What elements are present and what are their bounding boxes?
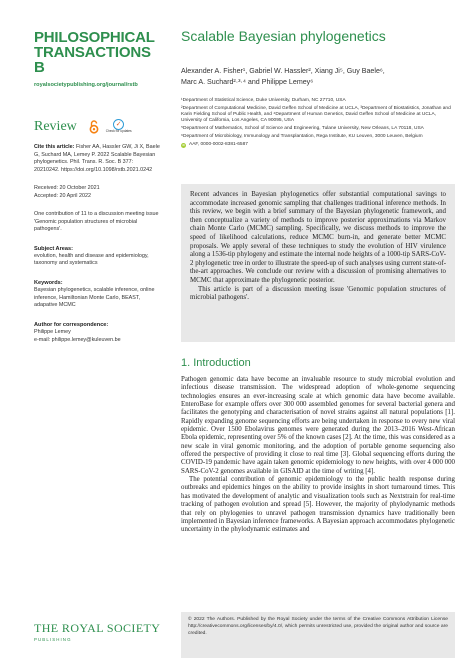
citation [34,144,160,174]
check-updates-icon: ✓ [113,119,124,130]
orcid-row[interactable] [181,142,451,148]
journal-name[interactable] [34,30,160,75]
affiliation-2: ²Department of Computational Medicine, David Geffen School of Medicine at UCLA, ³Department of Biostatistics, Jonathan and Karin Fielding School of Public Health, and ⁴Department of Human Genetics, David Geffen School of Medicine at UCLA, University of California, Los Angeles, CA 90095, USA [181,105,451,124]
issue-note: One contribution of 11 to a discussion meeting issue 'Genomic population structures of microbial pathogens'. [34,211,159,232]
left-sidebar [34,30,160,344]
correspondence-heading: Author for correspondence: [34,321,109,328]
keywords-heading: Keywords: [34,279,63,286]
authors-line1[interactable]: Alexander A. Fisher¹, Gabriel W. Hassler², Xiang Ji⁵, Guy Baele⁶, [181,67,385,75]
body-paragraph-2: The potential contribution of genomic epidemiology to the public health response during outbreaks and epidemics hinges on the ability to provide insights in short turnaround times. This has motivated the development of analytic and visualization tools such as Nextstrain for real-time tracking of pathogen evolution and spread [5]. However, the majority of phylodynamic methods that rely on phylogenies to unravel pathogen transmission dynamics have traditionally been implemented in Bayesian inference frameworks. A Bayesian approach accommodates phylogenetic uncertainty in the phylodynamic estimates and [181,476,455,534]
subject-areas-text: evolution, health and disease and epidemiology, taxonomy and systematics [34,252,149,267]
body-paragraph-1: Pathogen genomic data have become an invaluable resource to study microbial evolution and infectious disease transmission. The widespread adoption of whole-genome sequencing technologies ensures an ever-increasing scale at which genomic data have become available. EnteroBase for example offers over 300 000 assembled genomes for several bacterial genera and facilitates the genotyping and characterisation of novel strains against all natural populations [1]. Rapidly expanding genome sequencing efforts are being undertaken in response to every new viral epidemic. Over 1500 Ebolavirus genomes were generated during the 2013–2016 West-African Ebola epidemic, representing over 5% of the known cases [2]. At the time, this was considered as a new scale in viral genomic monitoring, and the adoption of portable genome sequencing also offered the perspective of providing it close to real time [3]. Global sequencing efforts during the COVID-19 pandemic have again taken genomic epidemiology to new heights, with over 4 000 000 SARS-CoV-2 genomes available in GISAID at the time of writing [4]. [181,376,455,475]
check-updates-label: Check for updates [105,129,132,134]
affiliations [181,98,451,148]
open-access-icon[interactable] [89,120,99,134]
logo-line2: PUBLISHING [34,637,72,642]
section-heading: 1. Introduction [181,357,251,369]
royal-society-logo[interactable] [34,621,164,642]
abstract-box [181,184,455,342]
affiliation-3: ⁵Department of Mathematics, School of Science and Engineering, Tulane University, New Orleans, LA 70118, USA [181,126,424,131]
accepted-date: Accepted: 20 April 2022 [34,192,91,199]
article-type-label: Review [34,119,77,134]
citation-text[interactable]: Fisher AA, Hassler GW, Ji X, Baele G, Suchard MA, Lemey P. 2022 Scalable Bayesian phylogenetics. Phil. Trans. R. Soc. B 377: 20210242. https://doi.org/10.1098/rstb.2021.0242 [34,144,160,173]
logo-line1: THE ROYAL SOCIETY [34,621,161,635]
keywords-text: Bayesian phylogenetics, scalable inference, online inference, Hamiltonian Monte Carlo, BEAST, adapative MCMC [34,287,155,309]
correspondence-name: Philippe Lemey [34,329,71,336]
affiliation-1: ¹Department of Statistical Science, Duke University, Durham, NC 27710, USA [181,98,346,103]
article-title: Scalable Bayesian phylogenetics [181,28,386,44]
journal-url-link[interactable]: royalsocietypublishing.org/journal/rstb [34,82,138,88]
article-type-row [34,119,160,134]
body-text [181,376,455,535]
copyright-box: © 2022 The Authors. Published by the Royal Society under the terms of the Creative Commons Attribution License http://creativecommons.org/licenses/by/4.0/, which permits unrestricted use, provided the original author and source are credited. [181,612,455,658]
author-list [181,66,441,88]
abstract-paragraph: Recent advances in Bayesian phylogenetics offer substantial computational savings to accommodate increased genomic sampling that challenges traditional inference methods. In this review, we begin with a brief summary of the Bayesian phylogenetic framework, and then conceptualize a variety of methods to improve posterior approximations via Markov chain Monte Carlo (MCMC) sampling. Specifically, we discuss methods to improve the speed of likelihood calculations, reduce MCMC burn-in, and generate better MCMC proposals. We apply several of these techniques to study the evolution of HIV virulence along a 1536-tip phylogeny and estimate the internal node heights of a 1000-tip SARS-CoV-2 phylogenetic tree in order to illustrate the speed-up of such analyses using current state-of-the-art approaches. We conclude our review with a discussion of promising alternatives to MCMC that approximate the phylogenetic posterior. [190,191,446,284]
affiliation-4: ⁶Department of Microbiology, Immunology and Transplantation, Rega Institute, KU Leuven, 3000 Leuven, Belgium [181,133,423,139]
authors-line2[interactable]: Marc A. Suchard²·³·⁴ and Philippe Lemey⁶ [181,78,314,86]
journal-name-line1: PHILOSOPHICAL [34,29,155,46]
orcid-icon: iD [182,143,185,147]
correspondence-email[interactable]: e-mail: philippe.lemey@kuleuven.be [34,336,121,343]
subject-areas-heading: Subject Areas: [34,245,73,252]
check-for-updates-badge[interactable] [106,119,132,134]
journal-name-line2: TRANSACTIONS B [34,44,151,76]
dates [34,185,160,200]
orcid-label: AAF, 0000-0002-8381-6587 [189,142,248,147]
received-date: Received: 20 October 2021 [34,185,100,191]
abstract-issue-note: This article is part of a discussion meeting issue 'Genomic population structures of microbial pathogens'. [190,285,446,302]
citation-label: Cite this article: [34,144,75,150]
